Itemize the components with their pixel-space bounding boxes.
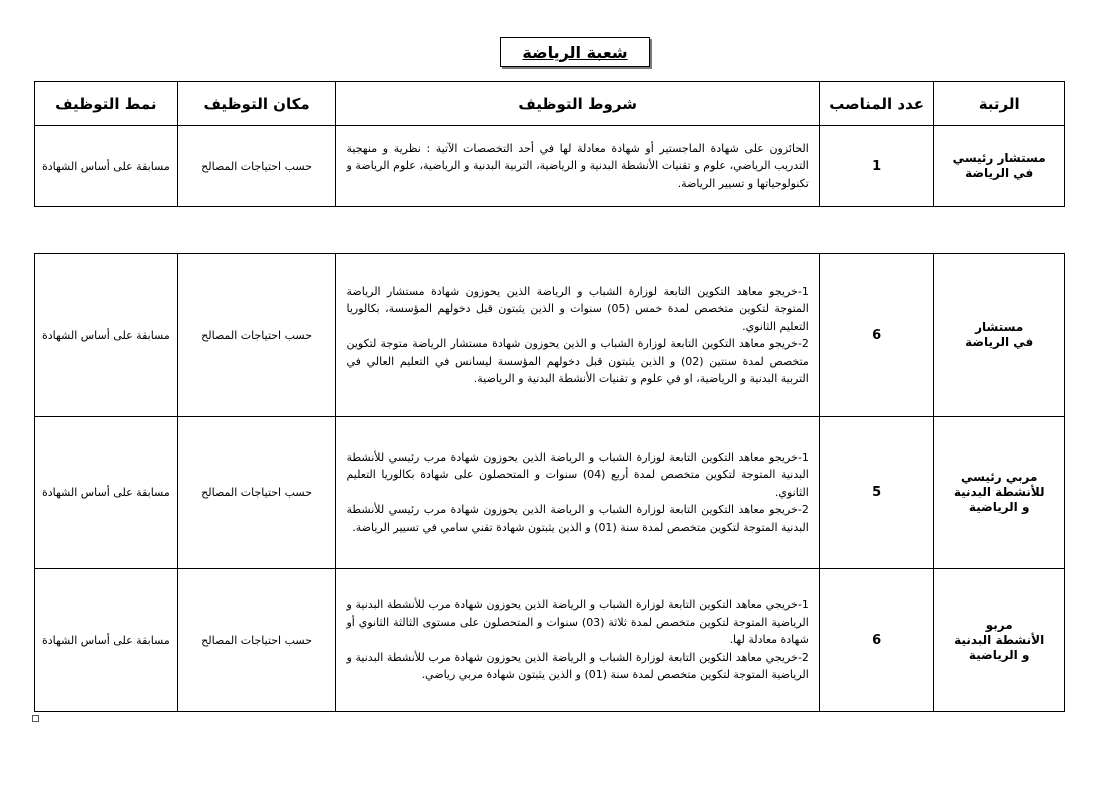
header-mode: نمط التوظيف (35, 82, 178, 126)
count-cell: 6 (819, 254, 934, 417)
mode-cell: مسابقة على أساس الشهادة (35, 569, 178, 712)
table-resize-handle[interactable] (32, 715, 39, 722)
place-cell: حسب احتياجات المصالح (177, 254, 336, 417)
condition-text: 1-خريجي معاهد التكوين التابعة لوزارة الشباب و الرياضة الذين يحوزون شهادة مرب للأنشطة البدنية و الرياضية المتوجة لتكوين متخصص لمدة ثلاثة (03) سنوات و المتحصلون على مستوى الثالثة الثانوي أو شهادة معادلة لها. (346, 598, 809, 647)
condition-text: 1-خريجو معاهد التكوين التابعة لوزارة الشباب و الرياضة الذين يحوزون شهادة مستشار الرياضة المتوجة لتكوين متخصص لمدة خمس (05) سنوات و الذين يثبتون قبل دخولهم المؤسسة، بكالوريا التعليم الثانوي. (346, 284, 809, 333)
condition-text: الحائزون على شهادة الماجستير أو شهادة معادلة لها في أحد التخصصات الآتية : نظرية و منهجية التدريب الرياضي، علوم و تقنيات الأنشطة البدنية و الرياضية، التربية البدنية و الرياضية، علوم الرياضة و تكنولوجياتها و تسيير الرياضة. (346, 141, 809, 190)
table-row (35, 417, 1065, 569)
rank-cell: مستشار في الرياضة (934, 254, 1065, 417)
page-title: شعبة الرياضة (500, 37, 650, 67)
conditions-cell (336, 254, 819, 417)
table-header-row (35, 82, 1065, 126)
mode-cell: مسابقة على أساس الشهادة (35, 254, 178, 417)
condition-text: 2-خريجو معاهد التكوين التابعة لوزارة الشباب و الرياضة الذين يحوزون شهادة مرب رئيسي للأنشطة البدنية المتوجة لتكوين متخصص لمدة سنة (01) و الذين يثبتون شهادة تقني سامي في تسيير الرياضة. (346, 503, 809, 534)
rank-cell: مربي رئيسي للأنشطة البدنية و الرياضية (934, 417, 1065, 569)
rank-cell: مستشار رئيسي في الرياضة (934, 126, 1065, 207)
conditions-cell (336, 569, 819, 712)
header-conditions: شروط التوظيف (336, 82, 819, 126)
header-rank: الرتبة (934, 82, 1065, 126)
place-cell: حسب احتياجات المصالح (177, 126, 336, 207)
conditions-cell (336, 126, 819, 207)
condition-text: 2-خريجو معاهد التكوين التابعة لوزارة الشباب و الذين يحوزون شهادة مستشار الرياضة متوجة لتكوين متخصص لمدة سنتين (02) و الذين يثبتون قبل دخولهم المؤسسة ليسانس في التعليم العالي في التربية البدنية و الرياضية، او في علوم و تقنيات الأنشطة البدنية و الرياضية. (346, 337, 809, 385)
table-row (35, 126, 1065, 207)
table-row (35, 569, 1065, 712)
header-place: مكان التوظيف (177, 82, 336, 126)
place-cell: حسب احتياجات المصالح (177, 569, 336, 712)
table-row (35, 254, 1065, 417)
header-count: عدد المناصب (819, 82, 934, 126)
mode-cell: مسابقة على أساس الشهادة (35, 417, 178, 569)
positions-table-others (34, 253, 1065, 712)
count-cell: 6 (819, 569, 934, 712)
count-cell: 1 (819, 126, 934, 207)
condition-text: 1-خريجو معاهد التكوين التابعة لوزارة الشباب و الرياضة الذين يحوزون شهادة مرب رئيسي للأنشطة البدنية المتوجة لتكوين متخصص لمدة أربع (04) سنوات و المتحصلون على شهادة بكالوريا التعليم الثانوي. (346, 450, 809, 499)
count-cell: 5 (819, 417, 934, 569)
place-cell: حسب احتياجات المصالح (177, 417, 336, 569)
mode-cell: مسابقة على أساس الشهادة (35, 126, 178, 207)
conditions-cell (336, 417, 819, 569)
condition-text: 2-خريجي معاهد التكوين التابعة لوزارة الشباب و الرياضة الذين يحوزون شهادة مرب للأنشطة البدنية و الرياضية المتوجة لتكوين متخصص لمدة سنة (01) و الذين يثبتون شهادة مربي رياضي. (346, 650, 809, 682)
positions-table-senior (34, 81, 1065, 207)
rank-cell: مربو الأنشطة البدنية و الرياضية (934, 569, 1065, 712)
